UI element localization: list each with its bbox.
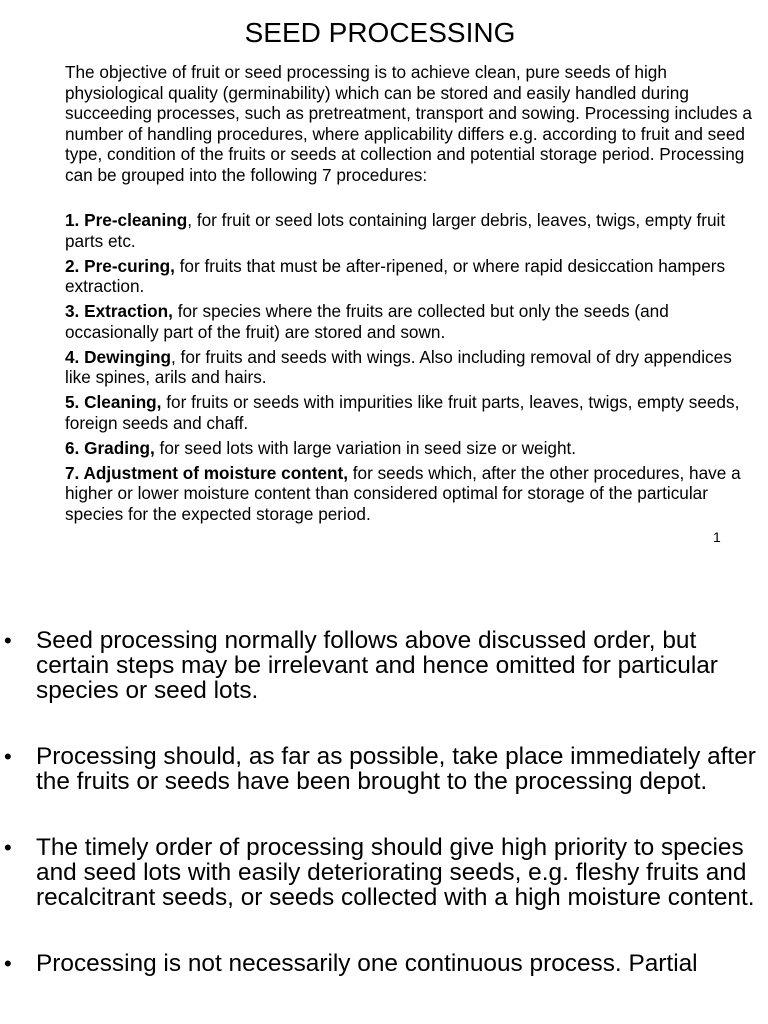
procedure-text: , for fruit or seed lots containing larger debris, leaves, twigs, empty fruit parts etc.: [65, 210, 726, 251]
bullet-text: The timely order of processing should give high priority to species and seed lots with easily deteriorating seeds, e.g. fleshy fruits and recalcitrant seeds, or seeds collected with a high moisture content.: [36, 834, 755, 911]
procedure-heading: 6. Grading,: [65, 437, 155, 458]
bullet-dot-icon: •: [4, 628, 12, 653]
procedure-heading: 2. Pre-curing,: [65, 255, 175, 276]
procedure-heading: 4. Dewinging: [65, 346, 171, 367]
procedure-text: for seed lots with large variation in seed size or weight.: [154, 437, 577, 458]
bullet-dot-icon: •: [4, 951, 12, 976]
bullet-item: [0, 835, 760, 910]
bullet-text: Seed processing normally follows above discussed order, but certain steps may be irrelevant and hence omitted for particular species or seed lots.: [36, 627, 718, 704]
page-number: 1: [713, 529, 721, 545]
procedure-heading: 1. Pre-cleaning: [65, 210, 188, 230]
procedure-item: [65, 438, 755, 459]
bullet-dot-icon: •: [4, 835, 12, 860]
procedure-list: [65, 210, 755, 529]
procedure-heading: 5. Cleaning,: [65, 392, 162, 412]
bullet-dot-icon: •: [4, 744, 12, 769]
procedure-item: [65, 347, 755, 388]
procedure-item: [65, 463, 755, 525]
bullet-item: [0, 628, 760, 703]
bullet-list: [0, 628, 760, 976]
procedure-text: for species where the fruits are collected but only the seeds (and occasionally part of the fruit) are stored and sown.: [65, 301, 669, 342]
bullet-text: Processing is not necessarily one continuous process. Partial: [36, 950, 698, 977]
procedure-text: for fruits that must be after-ripened, or where rapid desiccation hampers extraction.: [65, 255, 726, 296]
procedure-text: , for fruits and seeds with wings. Also including removal of dry appendices like spines, arils and hairs.: [65, 346, 732, 387]
bullet-item: [0, 951, 760, 976]
procedure-item: [65, 392, 755, 433]
procedure-text: for seeds which, after the other procedures, have a higher or lower moisture content than considered optimal for storage of the particular species for the expected storage period.: [65, 462, 741, 524]
bullet-item: [0, 744, 760, 794]
procedure-item: [65, 256, 755, 297]
procedure-heading: 3. Extraction,: [65, 301, 173, 321]
intro-paragraph: The objective of fruit or seed processing is to achieve clean, pure seeds of high physiological quality (germinability) which can be stored and easily handled during succeeding processes, such as pretreatment, transport and sowing. Processing includes a number of handling procedures, where applicability differs e.g. according to fruit and seed type, condition of the fruits or seeds at collection and potential storage period. Processing can be grouped into the following 7 procedures:: [65, 62, 752, 185]
bullet-text: Processing should, as far as possible, take place immediately after the fruits or seeds have been brought to the processing depot.: [36, 743, 756, 795]
procedure-item: [65, 301, 755, 342]
page-title: SEED PROCESSING: [244, 17, 516, 48]
procedure-item: [65, 210, 755, 251]
procedure-text: for fruits or seeds with impurities like fruit parts, leaves, twigs, empty seeds, foreign seeds and chaff.: [65, 392, 740, 433]
procedure-heading: 7. Adjustment of moisture content,: [65, 462, 348, 483]
